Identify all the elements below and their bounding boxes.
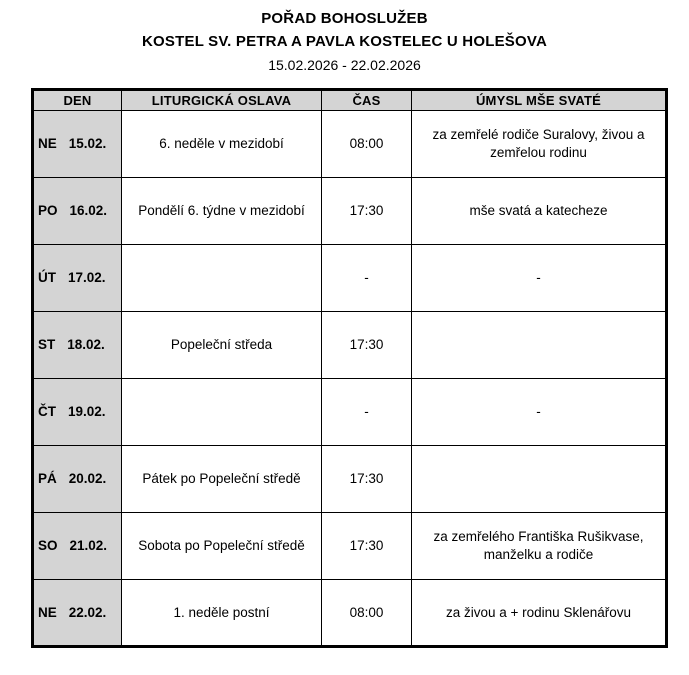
table-row xyxy=(33,178,667,245)
day-abbr: NE xyxy=(38,604,57,620)
intention-cell xyxy=(412,312,667,379)
day-abbr: SO xyxy=(38,538,58,554)
time-cell: 17:30 xyxy=(322,513,412,580)
celebration-cell: Sobota po Popeleční středě xyxy=(122,513,322,580)
intention-cell: za zemřelého Františka Rušikvase, manželku a rodiče xyxy=(412,513,667,580)
celebration-cell: Popeleční středa xyxy=(122,312,322,379)
column-header-time: ČAS xyxy=(322,90,412,111)
day-cell xyxy=(33,312,122,379)
table-row xyxy=(33,446,667,513)
table-row xyxy=(33,580,667,647)
celebration-cell xyxy=(122,379,322,446)
time-cell: - xyxy=(322,245,412,312)
page-title: POŘAD BOHOSLUŽEB xyxy=(261,10,428,27)
day-abbr: NE xyxy=(38,136,57,152)
intention-cell: - xyxy=(412,245,667,312)
celebration-cell: Pátek po Popeleční středě xyxy=(122,446,322,513)
time-cell: - xyxy=(322,379,412,446)
time-cell: 17:30 xyxy=(322,312,412,379)
day-cell xyxy=(33,111,122,178)
page-subtitle: KOSTEL SV. PETRA A PAVLA KOSTELEC U HOLEŠOVA xyxy=(142,33,547,50)
schedule-table xyxy=(31,88,668,648)
day-date: 20.02. xyxy=(68,471,107,487)
day-date: 19.02. xyxy=(68,404,106,420)
intention-cell xyxy=(412,446,667,513)
intention-cell: za zemřelé rodiče Suralovy, živou a zemřelou rodinu xyxy=(412,111,667,178)
celebration-cell: 1. neděle postní xyxy=(122,580,322,647)
day-cell xyxy=(33,513,122,580)
intention-cell: za živou a + rodinu Sklenářovu xyxy=(412,580,667,647)
day-date: 18.02. xyxy=(67,337,105,353)
table-row xyxy=(33,111,667,178)
table-row xyxy=(33,513,667,580)
table-row xyxy=(33,245,667,312)
day-date: 22.02. xyxy=(68,604,107,620)
day-cell xyxy=(33,446,122,513)
column-header-intention: ÚMYSL MŠE SVATÉ xyxy=(412,90,667,111)
time-cell: 08:00 xyxy=(322,111,412,178)
day-abbr: ČT xyxy=(38,404,56,420)
day-abbr: PO xyxy=(38,203,58,219)
day-date: 21.02. xyxy=(69,538,108,554)
intention-cell: - xyxy=(412,379,667,446)
day-cell xyxy=(33,580,122,647)
table-row xyxy=(33,379,667,446)
time-cell: 08:00 xyxy=(322,580,412,647)
schedule-body xyxy=(33,111,667,647)
time-cell: 17:30 xyxy=(322,178,412,245)
day-abbr: PÁ xyxy=(38,471,57,487)
table-row xyxy=(33,312,667,379)
column-header-day: DEN xyxy=(33,90,122,111)
day-cell xyxy=(33,379,122,446)
celebration-cell: 6. neděle v mezidobí xyxy=(122,111,322,178)
time-cell: 17:30 xyxy=(322,446,412,513)
day-abbr: ÚT xyxy=(38,270,56,286)
celebration-cell xyxy=(122,245,322,312)
celebration-cell: Pondělí 6. týdne v mezidobí xyxy=(122,178,322,245)
date-range: 15.02.2026 - 22.02.2026 xyxy=(268,57,421,73)
day-date: 16.02. xyxy=(69,203,108,219)
day-abbr: ST xyxy=(38,337,56,353)
intention-cell: mše svatá a katecheze xyxy=(412,178,667,245)
day-cell xyxy=(33,245,122,312)
day-date: 17.02. xyxy=(68,270,106,286)
column-header-celebration: LITURGICKÁ OSLAVA xyxy=(122,90,322,111)
day-date: 15.02. xyxy=(68,136,107,152)
day-cell xyxy=(33,178,122,245)
schedule-header-row xyxy=(33,90,667,111)
document-header xyxy=(0,0,689,73)
